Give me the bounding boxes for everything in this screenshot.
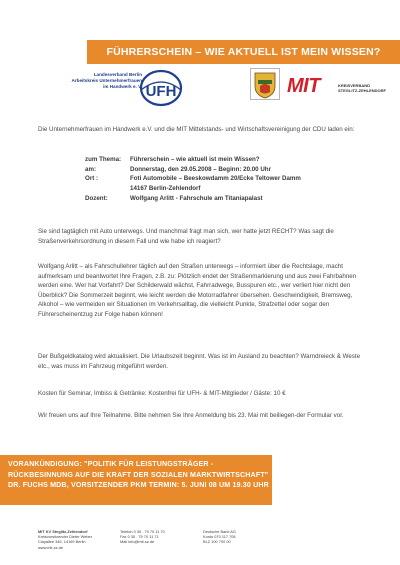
paragraph: Sie sind tagtäglich mit Auto unterwegs. Und manchmal fragt man sich, wer hatte jetzt RECHT? Was sagt die Straßenverkehrsordnung in diesem Fall und wie habe ich reagiert? — [38, 228, 334, 245]
announcement-text: VORANKÜNDIGUNG: "POLITIK FÜR LEISTUNGSTRÄGER - RÜCKBESINNUNG AUF DIE KRAFT DER SOZIALEN MARKTWIRTSCHAFT" DR. FUCHS MDB, VORSITZENDER PKM TERMIN: 5. JUNI 08 UM 19.30 UHR — [8, 460, 269, 490]
footer-address — [38, 529, 92, 550]
footer-line: Telefon 0 30 . 79 70 11 70 — [120, 529, 165, 534]
detail-label: zum Thema: — [85, 156, 122, 163]
detail-label — [85, 184, 130, 194]
detail-row — [85, 184, 375, 194]
intro-text: Die Unternehmerfrauen im Handwerk e.V. und die MIT Mittelstands- und Wirtschaftsvereinigung der CDU laden ein: — [38, 126, 355, 133]
detail-label: Ort : — [85, 175, 99, 183]
mit-logo-text: MIT — [287, 75, 320, 97]
footer-line: Konto 070 117 706 — [203, 534, 236, 540]
detail-value: Donnerstag, den 29.05.2008 – Beginn: 20.00 Uhr — [130, 165, 271, 173]
footer-line: Deutsche Bank AG — [203, 529, 236, 534]
lv-line: im Handwerk e. V. — [103, 83, 142, 89]
footer-line: BLZ 100 700 00 — [203, 539, 231, 545]
paragraph: Der Bußgeldkatalog wird aktualisiert. Die Urlaubszeit beginnt. Was ist im Ausland zu beachten? Warndreieck & Weste etc., was muss im Fahrzeug mitgeführt werden. — [38, 353, 361, 370]
mit-subtitle — [338, 83, 386, 93]
detail-label: Dozent: — [85, 194, 108, 202]
banner-title: FÜHRERSCHEIN – WIE AKTUELL IST MEIN WISSEN? — [106, 46, 381, 58]
detail-row — [85, 194, 375, 204]
detail-value: 14167 Berlin-Zehlendorf — [130, 185, 201, 193]
footer-line: www.mit-sz.de — [38, 544, 64, 550]
mit-sub-line: KREISVERBAND — [338, 83, 371, 88]
footer-line: MIT KV Steglitz-Zehlendorf — [38, 529, 88, 534]
detail-value: Führerschein – wie aktuell ist mein Wissen? — [130, 156, 260, 163]
paragraph: Kosten für Seminar, Imbiss & Getränke: Kostenfrei für UFH- & MIT-Mitglieder / Gäste: 10 € — [38, 390, 286, 397]
lv-line: Arbeitskreis Unternehmerfrauen — [71, 77, 142, 83]
footer-line: Mail info@mit-sz.de — [120, 539, 155, 545]
footer-line: Fax 0 30 . 79 70 11 71 — [120, 534, 159, 540]
mit-logo — [287, 75, 320, 98]
crest-icon — [250, 68, 280, 100]
mit-sub-line: STEGLITZ-ZEHLENDORF — [338, 88, 386, 93]
detail-label: am: — [85, 165, 97, 173]
detail-row — [85, 165, 375, 175]
ufh-logo — [138, 68, 184, 108]
footer-line: Kreisvorsitzender Dieter Weber — [38, 534, 92, 540]
detail-row — [85, 155, 375, 165]
paragraph: Wir freuen uns auf Ihre Teilnahme. Bitte nehmen Sie Ihre Anmeldung bis 23. Mai mit beiliegen-der Formular vor. — [38, 412, 344, 419]
header-banner — [87, 40, 400, 64]
detail-value: Foti Automobile – Beeskowdamm 20/Ecke Teltower Damm — [130, 175, 301, 183]
detail-value: Wolfgang Arlitt - Fahrschule am Titaniapalast — [130, 194, 263, 202]
ufh-logo-text: UFH — [145, 83, 177, 100]
lv-line: Landesverband Berlin — [93, 72, 142, 77]
paragraph: Wolfgang Arlitt – als Fahrschullehrer täglich auf den Straßen unterwegs – informiert über die Rechtslage, macht aufmerksam und beantwortet Ihre Fragen, z.B. zu: Plötzlich endet der Straßenmarkierung und aus zwei Fahrbahnen werden eine. Wer hat Vorfahrt? Der Schilderwald wächst, Fahrradwege, Busspuren etc., wer verliert hier nicht den Überblick? Die Sommerzeit beginnt, wie leicht werden die Motorradfahrer übersehen. Geschwindigkeit, Bremsweg, Alkohol – wie vermeiden wir Situationen im Verkehrsalltag, die vielleicht Punkte, Strafzettel oder sogar den Führerscheinentzug zur Folge haben können! — [38, 263, 357, 318]
landesverband-text — [24, 72, 142, 89]
event-details — [85, 155, 375, 204]
footer-line: Clayallee 345, 14169 Berlin — [38, 539, 86, 545]
footer-bank — [203, 529, 236, 545]
detail-row — [85, 174, 375, 184]
footer-contact — [120, 529, 165, 545]
